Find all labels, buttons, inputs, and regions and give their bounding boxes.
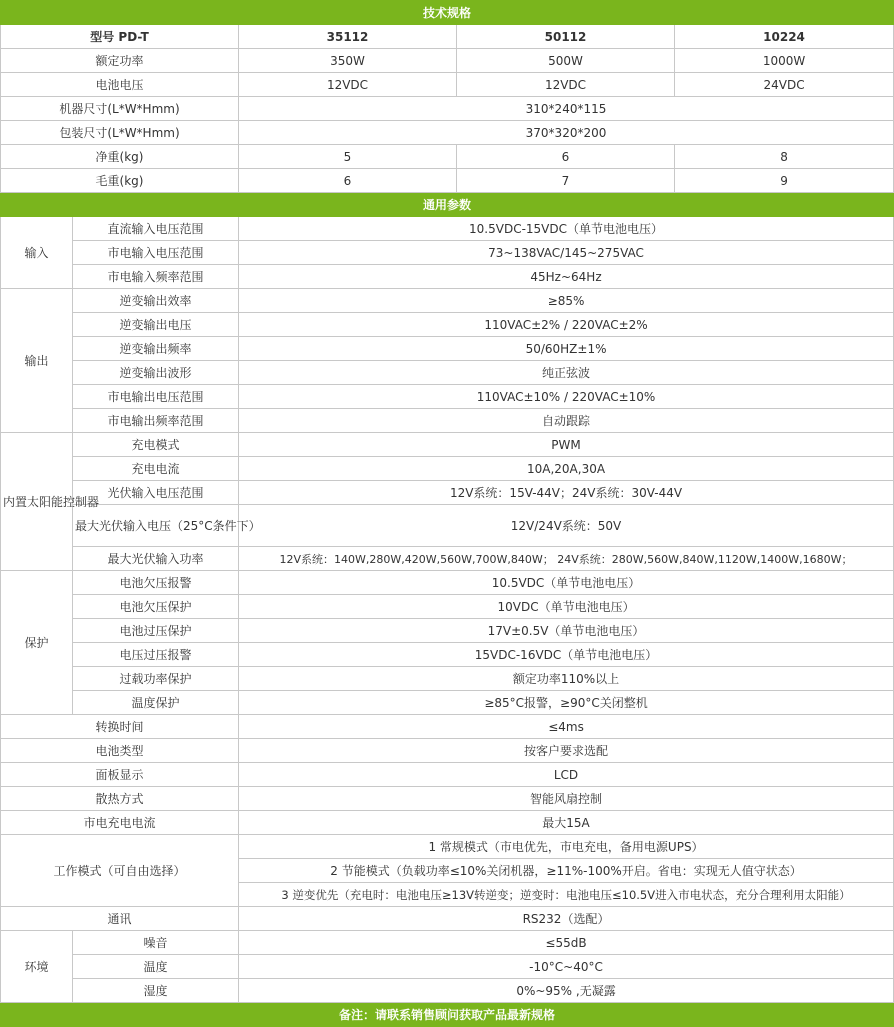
table-row: [1, 217, 894, 241]
table-row: [1, 691, 894, 715]
row-label: 充电电流: [73, 457, 239, 481]
table-row: [1, 835, 894, 859]
row-label: 包装尺寸(L*W*Hmm): [1, 121, 239, 145]
row-label: 额定功率: [1, 49, 239, 73]
row-value: 最大15A: [239, 811, 894, 835]
table-row: [1, 763, 894, 787]
group-label-protection: 保护: [1, 571, 73, 715]
table-row: [1, 169, 894, 193]
row-label: 逆变输出电压: [73, 313, 239, 337]
row-value: 1000W: [675, 49, 894, 73]
section-header-general: [1, 193, 894, 217]
table-row: [1, 811, 894, 835]
model-label: 型号 PD-T: [1, 25, 239, 49]
row-value: 10A,20A,30A: [239, 457, 894, 481]
table-row: [1, 361, 894, 385]
row-value: 370*320*200: [239, 121, 894, 145]
model-35112: 35112: [239, 25, 457, 49]
row-value: 15VDC-16VDC（单节电池电压）: [239, 643, 894, 667]
table-row: [1, 409, 894, 433]
table-row: [1, 667, 894, 691]
row-label: 光伏输入电压范围: [73, 481, 239, 505]
table-row: [1, 49, 894, 73]
footer-note: 备注：请联系销售顾问获取产品最新规格: [1, 1003, 894, 1027]
row-label: 最大光伏输入功率: [73, 547, 239, 571]
table-row: [1, 547, 894, 571]
row-value: 6: [457, 145, 675, 169]
table-row: [1, 121, 894, 145]
table-row: [1, 595, 894, 619]
table-row: [1, 907, 894, 931]
footer-row: [1, 1003, 894, 1027]
row-value: 0%~95% ,无凝露: [239, 979, 894, 1003]
row-value: ≥85%: [239, 289, 894, 313]
row-label: 电池电压: [1, 73, 239, 97]
row-value: 310*240*115: [239, 97, 894, 121]
row-value: PWM: [239, 433, 894, 457]
table-row: [1, 715, 894, 739]
row-label: 过载功率保护: [73, 667, 239, 691]
row-label: 机器尺寸(L*W*Hmm): [1, 97, 239, 121]
work-mode-label: 工作模式（可自由选择）: [1, 835, 239, 907]
table-row: [1, 979, 894, 1003]
group-label-input: 输入: [1, 217, 73, 289]
table-row: [1, 787, 894, 811]
row-label: 市电输出电压范围: [73, 385, 239, 409]
row-value: 12VDC: [239, 73, 457, 97]
row-value: 110VAC±10% / 220VAC±10%: [239, 385, 894, 409]
row-value: 智能风扇控制: [239, 787, 894, 811]
row-value: -10°C~40°C: [239, 955, 894, 979]
work-mode-item: 2 节能模式（负载功率≤10%关闭机器，≥11%-100%开启。省电：实现无人值守状态）: [239, 859, 894, 883]
row-label: 毛重(kg): [1, 169, 239, 193]
table-row: [1, 145, 894, 169]
table-row: [1, 457, 894, 481]
group-label-environment: 环境: [1, 931, 73, 1003]
row-label: 市电输出频率范围: [73, 409, 239, 433]
group-label-solar: 内置太阳能控制器: [1, 433, 73, 571]
table-row: [1, 337, 894, 361]
row-value: 按客户要求选配: [239, 739, 894, 763]
row-label: 充电模式: [73, 433, 239, 457]
table-row: [1, 571, 894, 595]
table-row: [1, 505, 894, 547]
row-label: 市电输入频率范围: [73, 265, 239, 289]
section-title-specs: 技术规格: [1, 1, 894, 25]
row-value: 24VDC: [675, 73, 894, 97]
row-value: 10VDC（单节电池电压）: [239, 595, 894, 619]
table-row: [1, 265, 894, 289]
row-value: 12V/24V系统：50V: [239, 505, 894, 547]
row-value: 12V系统：15V-44V；24V系统：30V-44V: [239, 481, 894, 505]
row-label: 直流输入电压范围: [73, 217, 239, 241]
row-label: 市电充电电流: [1, 811, 239, 835]
row-value: 12VDC: [457, 73, 675, 97]
row-label: 湿度: [73, 979, 239, 1003]
row-value: 500W: [457, 49, 675, 73]
row-value: 45Hz~64Hz: [239, 265, 894, 289]
row-label: 市电输入电压范围: [73, 241, 239, 265]
section-header-specs: [1, 1, 894, 25]
work-mode-item: 1 常规模式（市电优先，市电充电，备用电源UPS）: [239, 835, 894, 859]
row-value: 50/60HZ±1%: [239, 337, 894, 361]
row-label: 转换时间: [1, 715, 239, 739]
table-row: [1, 643, 894, 667]
table-row: [1, 931, 894, 955]
model-50112: 50112: [457, 25, 675, 49]
row-label: 电压过压报警: [73, 643, 239, 667]
row-label: 电池欠压保护: [73, 595, 239, 619]
table-row: [1, 385, 894, 409]
group-label-output: 输出: [1, 289, 73, 433]
row-value: 7: [457, 169, 675, 193]
row-label: 电池类型: [1, 739, 239, 763]
row-value: 额定功率110%以上: [239, 667, 894, 691]
row-value: 10.5VDC-15VDC（单节电池电压）: [239, 217, 894, 241]
row-value: 9: [675, 169, 894, 193]
table-row: [1, 739, 894, 763]
row-value: 350W: [239, 49, 457, 73]
row-value: 73~138VAC/145~275VAC: [239, 241, 894, 265]
row-value: 17V±0.5V（单节电池电压）: [239, 619, 894, 643]
row-label: 最大光伏输入电压（25°C条件下）: [73, 505, 239, 547]
row-value: 8: [675, 145, 894, 169]
model-10224: 10224: [675, 25, 894, 49]
row-label: 通讯: [1, 907, 239, 931]
row-value: 自动跟踪: [239, 409, 894, 433]
row-label: 逆变输出频率: [73, 337, 239, 361]
section-title-general: 通用参数: [1, 193, 894, 217]
table-row: [1, 289, 894, 313]
row-value: 5: [239, 145, 457, 169]
row-value: ≥85°C报警，≥90°C关闭整机: [239, 691, 894, 715]
row-label: 电池欠压报警: [73, 571, 239, 595]
row-label: 逆变输出波形: [73, 361, 239, 385]
row-label: 温度: [73, 955, 239, 979]
work-mode-item: 3 逆变优先（充电时：电池电压≥13V转逆变；逆变时：电池电压≤10.5V进入市电状态，充分合理利用太阳能）: [239, 883, 894, 907]
row-value: 10.5VDC（单节电池电压）: [239, 571, 894, 595]
table-row: [1, 433, 894, 457]
row-label: 逆变输出效率: [73, 289, 239, 313]
row-value: 110VAC±2% / 220VAC±2%: [239, 313, 894, 337]
row-value: RS232（选配）: [239, 907, 894, 931]
row-value: ≤55dB: [239, 931, 894, 955]
row-value: 纯正弦波: [239, 361, 894, 385]
table-row: [1, 73, 894, 97]
row-label: 温度保护: [73, 691, 239, 715]
table-row: [1, 241, 894, 265]
table-row: [1, 97, 894, 121]
row-label: 散热方式: [1, 787, 239, 811]
table-row: [1, 481, 894, 505]
model-row: [1, 25, 894, 49]
table-row: [1, 619, 894, 643]
row-label: 面板显示: [1, 763, 239, 787]
row-label: 电池过压保护: [73, 619, 239, 643]
row-value: 12V系统：140W,280W,420W,560W,700W,840W； 24V系统：280W,560W,840W,1120W,1400W,1680W；: [239, 547, 894, 571]
table-row: [1, 955, 894, 979]
row-value: ≤4ms: [239, 715, 894, 739]
table-row: [1, 313, 894, 337]
row-label: 净重(kg): [1, 145, 239, 169]
row-label: 噪音: [73, 931, 239, 955]
row-value: 6: [239, 169, 457, 193]
row-value: LCD: [239, 763, 894, 787]
